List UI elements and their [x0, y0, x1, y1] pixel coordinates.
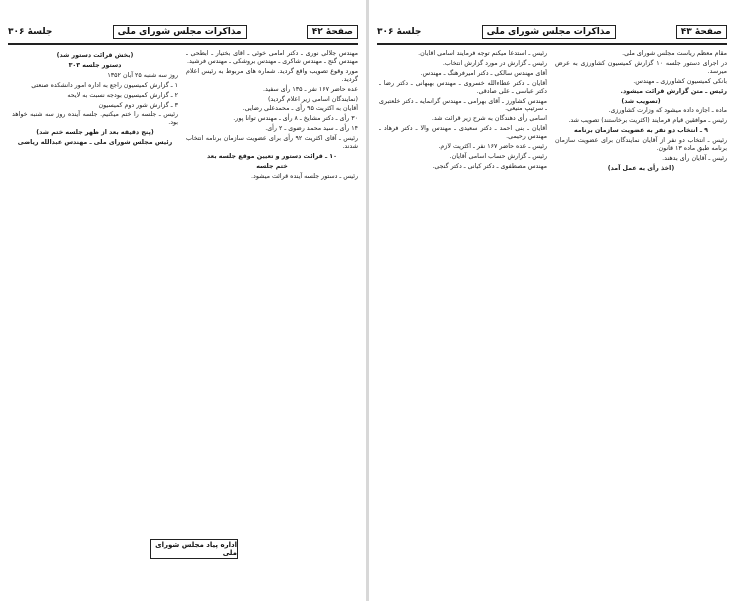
paragraph: مهندس جلالی نوری ـ دکتر امامی خوئی ـ آقای بختیار ـ ابطحی ـ مهندس گنج ـ مهندس شاکری ـ مهندس بروشکی ـ مهندس فرشید. [186, 50, 358, 65]
paragraph: (تصویب شد) [621, 97, 661, 105]
paragraph: ۳ ـ گزارش شور دوم کمیسیون [98, 101, 178, 109]
paragraph: رئیس ـ گزارش حساب اسامی آقایان. [449, 152, 547, 160]
right-header-page-number: صفحهٔ ۴۳ [676, 25, 727, 39]
paragraph: روز سه شنبه ۲۵ آبان ۱۳۵۲ [107, 71, 178, 79]
right-page [369, 0, 735, 601]
paragraph: رئیس ـ انتخاب دو نفر از آقایان نمایندگان برای عضویت سازمان برنامه طبق ماده ۱۳ قانون. [555, 137, 727, 153]
left-header-page-number: صفحهٔ ۴۲ [307, 25, 358, 39]
paragraph: آقایان ـ بنی احمد ـ دکتر سعیدی ـ مهندس والا ـ دکتر فرهاد ـ مهندس رحیمی. [379, 125, 547, 141]
paragraph: آقای مهندس سالکی ـ دکتر امیرفرهنگ ـ مهندس. [420, 69, 547, 77]
paragraph: رئیس ـ گزارش در مورد گزارش انتخاب. [442, 59, 547, 67]
paragraph: رئیس ـ آقای اکثریت ۹۲ رأی برای عضویت سازمان برنامه انتخاب شدند. [186, 135, 358, 151]
right-header-rule [377, 43, 727, 45]
left-header-session: جلسهٔ ۳۰۶ [8, 27, 53, 37]
paragraph: بانکی کمیسیون کشاورزی ـ مهندس. [633, 77, 727, 85]
paragraph: ۱ ـ گزارش کمیسیون راجع به اداره امور دانشکده صنعتی [31, 81, 178, 89]
paragraph: آقایان به اکثریت ۹۵ رأی ـ محمدعلی رضایی. [242, 105, 358, 113]
paragraph: رئیس ـ جلسه را ختم میکنیم. جلسه آینده روز سه شنبه خواهد بود. [12, 111, 178, 127]
paragraph: رئیس ـ متن گزارش قرائت میشود. [620, 87, 727, 95]
paragraph: در اجرای دستور جلسه ۱۰ گزارش کمیسیون کشاورزی به عرض میرسد. [555, 59, 727, 75]
left-page-left-column [12, 50, 178, 298]
paragraph: ۲ ـ گزارش کمیسیون بودجه نسبت به لایحه [67, 91, 178, 99]
paragraph: ۱۴ رأی ـ سید محمد رضوی ـ ۲ رأی. [265, 125, 358, 133]
paragraph: رئیس ـ استدعا میکنم توجه فرمایند اسامی آقایان. [418, 50, 547, 57]
right-page-right-column [555, 50, 727, 585]
right-header-session: جلسهٔ ۳۰۶ [377, 27, 422, 37]
paragraph: مورد وقوع تصویب واقع گردید. شماره های مربوط به رئیس اعلام گردید. [186, 67, 358, 83]
agenda-title: دستور جلسه ۳۰۳ [68, 61, 122, 69]
paragraph: عده حاضر ۱۶۷ نفر ـ ۱۳۵ رأی سفید. [263, 85, 358, 93]
left-header-title: مذاکرات مجلس شورای ملی [113, 25, 247, 39]
paragraph: مقام معظم ریاست مجلس شورای ملی. [622, 50, 727, 57]
paragraph: مهندس مصطفوی ـ دکتر کیانی ـ دکتر گنجی. [432, 162, 547, 170]
paragraph: اسامی رأی دهندگان به شرح زیر قرائت شد. [431, 115, 547, 123]
right-page-header [377, 22, 727, 42]
right-page-left-column [379, 50, 547, 585]
paragraph: (نمایندگان اسامی زیر اعلام گردید) [267, 95, 358, 103]
paragraph: رئیس ـ عده حاضر ۱۶۷ نفر ـ اکثریت لازم. [438, 143, 547, 151]
paragraph: مهندس کشاورز ـ آقای بهرامی ـ مهندس گرانمایه ـ دکتر خلعتبری ـ سرتیپ منیعی. [379, 97, 547, 113]
left-page-right-column [186, 50, 358, 298]
paragraph: آقایان ـ دکتر عطاءالله خسروی ـ مهندس بهبهانی ـ دکتر رضا ـ دکتر عباسی ـ علی صادقی. [379, 79, 547, 95]
right-header-title: مذاکرات مجلس شورای ملی [482, 25, 616, 39]
archive-stamp: اداره پیاد مجلس شورای ملی [150, 539, 238, 559]
left-page [0, 0, 366, 601]
paragraph: رئیس ـ موافقین قیام فرمایند (اکثریت برخاستند) تصویب شد. [568, 117, 727, 125]
paragraph: رئیس ـ آقایان رأی بدهند. [662, 154, 727, 162]
section-heading: ختم جلسه [256, 162, 288, 170]
section-heading: ۱۰ ـ قرائت دستور و تعیین موقع جلسه بعد [207, 152, 337, 160]
paragraph: ۳۰ رأی ـ دکتر مشایخ ـ ۸ رأی ـ مهندس توانا پور. [233, 115, 358, 123]
section-heading: ۹ ـ انتخاب دو نفر به عضویت سازمان برنامه [573, 127, 709, 135]
paragraph: (اخذ رأی به عمل آمد) [607, 164, 675, 172]
paragraph: رئیس ـ دستور جلسه آینده قرائت میشود. [251, 172, 358, 180]
paragraph: (پنج دقیقه بعد از ظهر جلسه ختم شد) [36, 129, 154, 137]
left-header-rule [8, 43, 358, 45]
left-page-header [8, 22, 358, 42]
signature-line: رئیس مجلس شورای ملی ـ مهندس عبدالله ریاضی [17, 139, 173, 147]
paragraph: (بخش قرائت دستور شد) [56, 52, 134, 59]
paragraph: ماده ـ اجازه داده میشود که وزارت کشاورزی. [608, 107, 727, 115]
